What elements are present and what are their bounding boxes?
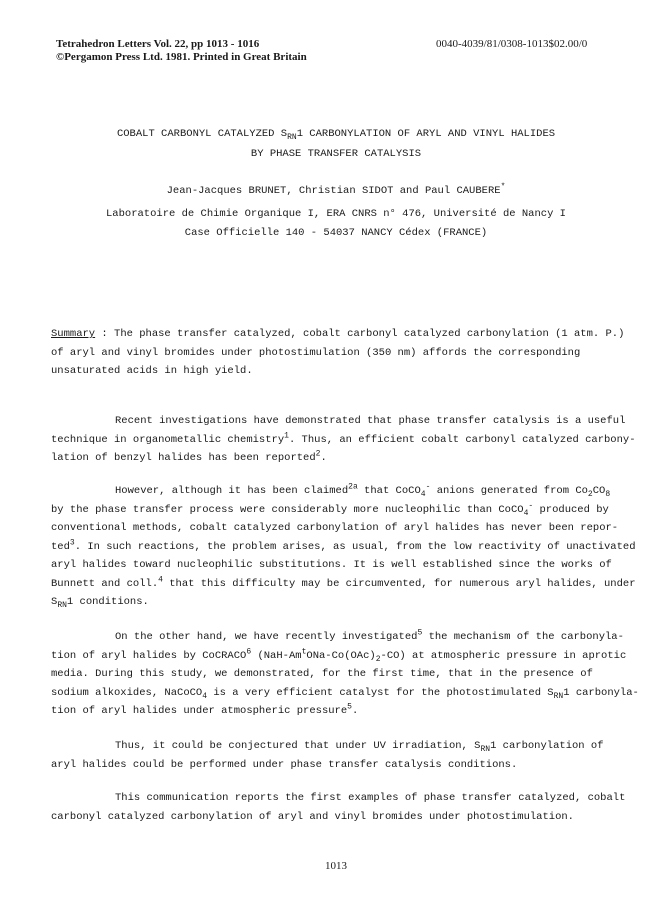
paragraph-5: This communication reports the first examples of phase transfer catalyzed, cobalt carbonyl catalyzed carbonylation of aryl and vinyl bromides under photostimulation.	[51, 792, 626, 823]
press-line: ©Pergamon Press Ltd. 1981. Printed in Great Britain	[56, 51, 307, 63]
journal-header	[56, 38, 307, 64]
title-line-2: BY PHASE TRANSFER CATALYSIS	[250, 148, 422, 160]
affiliation: Laboratoire de Chimie Organique I, ERA CNRS n° 476, Université de Nancy I Case Officielle 140 - 54037 NANCY Cédex (FRANCE)	[106, 208, 566, 239]
authors: Jean-Jacques BRUNET, Christian SIDOT and Paul CAUBERE*	[166, 182, 506, 197]
paragraph-4: Thus, it could be conjectured that under UV irradiation, $S_{RN}1$ carbonylation of aryl halides could be performed under phase transfer catalysis conditions.	[51, 740, 604, 771]
corresponding-mark: *	[500, 182, 506, 192]
article-code: 0040-4039/81/0308-1013$02.00/0	[436, 38, 588, 50]
summary-label: Summary	[51, 328, 96, 340]
paragraph-2: However, although it has been claimed$^{2a}$ that CoCO$_4$- anions generated from $Co_2CO_8$ by the phase transfer process were considerably more nucleophilic than CoCO$_4$- produced by conventional methods, cobalt catalyzed carbonylation of aryl halides has never been repor- ted$^3$. In such reactions, the problem arises, as usual, from the low reactivity of unactivated aryl halides toward nucleophilic substitutions. It is well established since the works of Bunnett and coll.$^4$ that this difficulty may be circumvented, for numerous aryl halides, under $S_{RN}1$ conditions.	[51, 482, 636, 611]
paragraph-1: Recent investigations have demonstrated that phase transfer catalysis is a useful technique in organometallic chemistry$^1$. Thus, an efficient cobalt carbonyl catalyzed carbony- lation of benzyl halides has been reported$^2$.	[51, 415, 636, 464]
article-title: COBALT CARBONYL CATALYZED $S_{RN}1$ CARBONYLATION OF ARYL AND VINYL HALIDES BY PHASE TRANSFER CATALYSIS	[0, 124, 672, 164]
journal-line: Tetrahedron Letters Vol. 22, pp 1013 - 1016	[56, 38, 260, 50]
page-number: 1013	[325, 860, 347, 872]
paragraph-3: On the other hand, we have recently investigated$^5$ the mechanism of the carbonyla- tion of aryl halides by CoCRACO$^6$ $(NaH-Am^tONa-Co(OAc)_2-CO)$ at atmospheric pressure in aprotic media. During this study, we demonstrated, for the first time, that in the presence of sodium alkoxides, NaCoCO$_4$ is a very efficient catalyst for the photostimulated $S_{RN}1$ carbonyla- tion of aryl halides under atmospheric pressure$^5$.	[51, 628, 639, 717]
summary-paragraph: Summary : The phase transfer catalyzed, cobalt carbonyl catalyzed carbonylation (1 atm. P.) of aryl and vinyl bromides under photostimulation (350 nm) affords the corresponding unsaturated acids in high yield.	[51, 328, 625, 377]
